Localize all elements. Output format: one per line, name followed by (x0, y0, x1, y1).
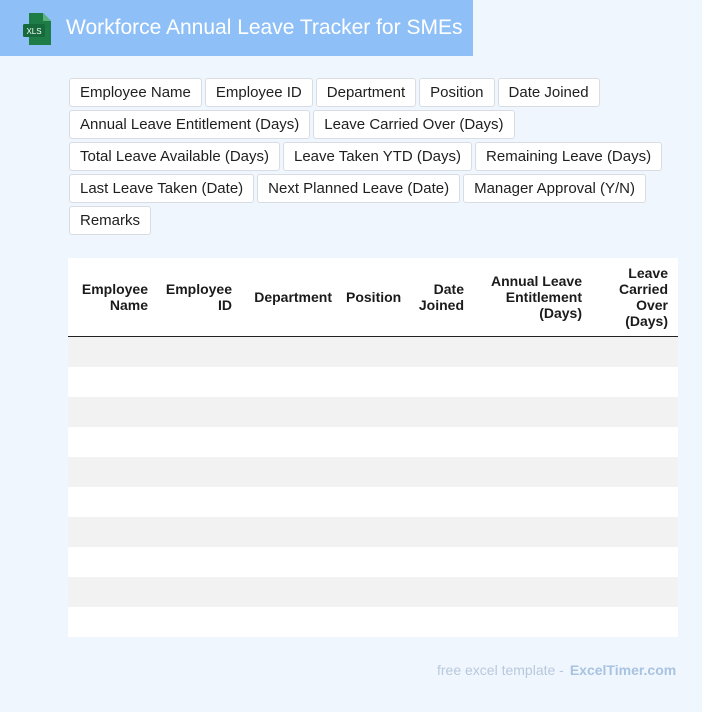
table-cell[interactable] (342, 547, 408, 577)
table-cell[interactable] (342, 457, 408, 487)
table-cell[interactable] (408, 367, 474, 397)
table-cell[interactable] (68, 577, 158, 607)
table-cell[interactable] (408, 457, 474, 487)
footer-prefix: free excel template - (437, 662, 564, 678)
page-title: Workforce Annual Leave Tracker for SMEs (66, 16, 463, 39)
table-cell[interactable] (474, 607, 592, 637)
table-cell[interactable] (242, 577, 342, 607)
table-cell[interactable] (242, 607, 342, 637)
column-header-position[interactable]: Position (342, 258, 408, 337)
table-cell[interactable] (242, 487, 342, 517)
field-chip-annual-leave-entitlement[interactable]: Annual Leave Entitlement (Days) (69, 110, 310, 139)
table-cell[interactable] (592, 607, 678, 637)
field-chip-remarks[interactable]: Remarks (69, 206, 151, 235)
table-cell[interactable] (592, 457, 678, 487)
table-row (68, 547, 678, 577)
table-cell[interactable] (592, 487, 678, 517)
table-row (68, 577, 678, 607)
table-cell[interactable] (342, 427, 408, 457)
table-cell[interactable] (158, 367, 242, 397)
column-header-department[interactable]: Department (242, 258, 342, 337)
table-cell[interactable] (342, 397, 408, 427)
table-cell[interactable] (592, 397, 678, 427)
field-chip-manager-approval[interactable]: Manager Approval (Y/N) (463, 174, 646, 203)
table-cell[interactable] (408, 487, 474, 517)
table-cell[interactable] (408, 607, 474, 637)
table-cell[interactable] (242, 547, 342, 577)
table-cell[interactable] (474, 577, 592, 607)
table-cell[interactable] (68, 427, 158, 457)
table-row (68, 397, 678, 427)
table-cell[interactable] (68, 337, 158, 368)
table-cell[interactable] (474, 517, 592, 547)
column-header-leave-carried-over[interactable]: Leave Carried Over (Days) (592, 258, 678, 337)
table-cell[interactable] (158, 397, 242, 427)
table-cell[interactable] (342, 337, 408, 368)
table-cell[interactable] (474, 367, 592, 397)
field-chip-date-joined[interactable]: Date Joined (498, 78, 600, 107)
table-cell[interactable] (408, 547, 474, 577)
table-cell[interactable] (242, 517, 342, 547)
table-cell[interactable] (474, 487, 592, 517)
field-chip-position[interactable]: Position (419, 78, 494, 107)
table-cell[interactable] (158, 547, 242, 577)
table-cell[interactable] (342, 607, 408, 637)
xls-file-icon (23, 13, 51, 45)
title-banner (0, 0, 473, 56)
table-row (68, 427, 678, 457)
field-chip-remaining-leave[interactable]: Remaining Leave (Days) (475, 142, 662, 171)
table-cell[interactable] (242, 367, 342, 397)
table-row (68, 367, 678, 397)
field-chip-leave-taken-ytd[interactable]: Leave Taken YTD (Days) (283, 142, 472, 171)
table-cell[interactable] (592, 547, 678, 577)
field-chip-employee-id[interactable]: Employee ID (205, 78, 313, 107)
table-cell[interactable] (592, 517, 678, 547)
table-cell[interactable] (408, 517, 474, 547)
leave-table (68, 258, 678, 637)
field-chip-department[interactable]: Department (316, 78, 416, 107)
table-cell[interactable] (68, 487, 158, 517)
table-cell[interactable] (474, 337, 592, 368)
table-header-row (68, 258, 678, 337)
table-row (68, 517, 678, 547)
table-cell[interactable] (474, 397, 592, 427)
table-cell[interactable] (408, 397, 474, 427)
leave-table-container (68, 258, 678, 636)
table-cell[interactable] (342, 517, 408, 547)
table-row (68, 337, 678, 368)
field-chip-employee-name[interactable]: Employee Name (69, 78, 202, 107)
table-cell[interactable] (408, 577, 474, 607)
table-cell[interactable] (242, 457, 342, 487)
field-chip-total-leave-available[interactable]: Total Leave Available (Days) (69, 142, 280, 171)
table-cell[interactable] (342, 367, 408, 397)
table-cell[interactable] (408, 427, 474, 457)
table-cell[interactable] (592, 577, 678, 607)
table-cell[interactable] (68, 367, 158, 397)
table-body (68, 337, 678, 638)
table-cell[interactable] (68, 547, 158, 577)
table-cell[interactable] (158, 457, 242, 487)
table-row (68, 457, 678, 487)
table-cell[interactable] (242, 337, 342, 368)
column-header-annual-leave-entitlement[interactable]: Annual Leave Entitlement (Days) (474, 258, 592, 337)
xls-icon-label: XLS (26, 27, 42, 36)
column-header-employee-id[interactable]: Employee ID (158, 258, 242, 337)
table-cell[interactable] (592, 337, 678, 368)
table-row (68, 487, 678, 517)
table-cell[interactable] (158, 517, 242, 547)
table-cell[interactable] (242, 397, 342, 427)
table-cell[interactable] (158, 337, 242, 368)
table-cell[interactable] (474, 427, 592, 457)
table-cell[interactable] (158, 577, 242, 607)
field-chip-leave-carried-over[interactable]: Leave Carried Over (Days) (313, 110, 514, 139)
table-cell[interactable] (342, 487, 408, 517)
table-cell[interactable] (242, 427, 342, 457)
table-cell[interactable] (68, 517, 158, 547)
field-chip-list (69, 78, 669, 235)
footer-brand-link[interactable]: ExcelTimer.com (569, 662, 677, 678)
field-chip-last-leave-taken[interactable]: Last Leave Taken (Date) (69, 174, 254, 203)
footer-credit (437, 662, 676, 678)
table-cell[interactable] (158, 487, 242, 517)
table-cell[interactable] (158, 607, 242, 637)
table-cell[interactable] (158, 427, 242, 457)
table-row (68, 607, 678, 637)
table-cell[interactable] (68, 397, 158, 427)
column-header-date-joined[interactable]: Date Joined (408, 258, 474, 337)
table-cell[interactable] (592, 427, 678, 457)
table-cell[interactable] (474, 547, 592, 577)
table-cell[interactable] (592, 367, 678, 397)
table-cell[interactable] (68, 457, 158, 487)
table-cell[interactable] (408, 337, 474, 368)
table-cell[interactable] (474, 457, 592, 487)
table-cell[interactable] (342, 577, 408, 607)
table-cell[interactable] (68, 607, 158, 637)
column-header-employee-name[interactable]: Employee Name (68, 258, 158, 337)
field-chip-next-planned-leave[interactable]: Next Planned Leave (Date) (257, 174, 460, 203)
